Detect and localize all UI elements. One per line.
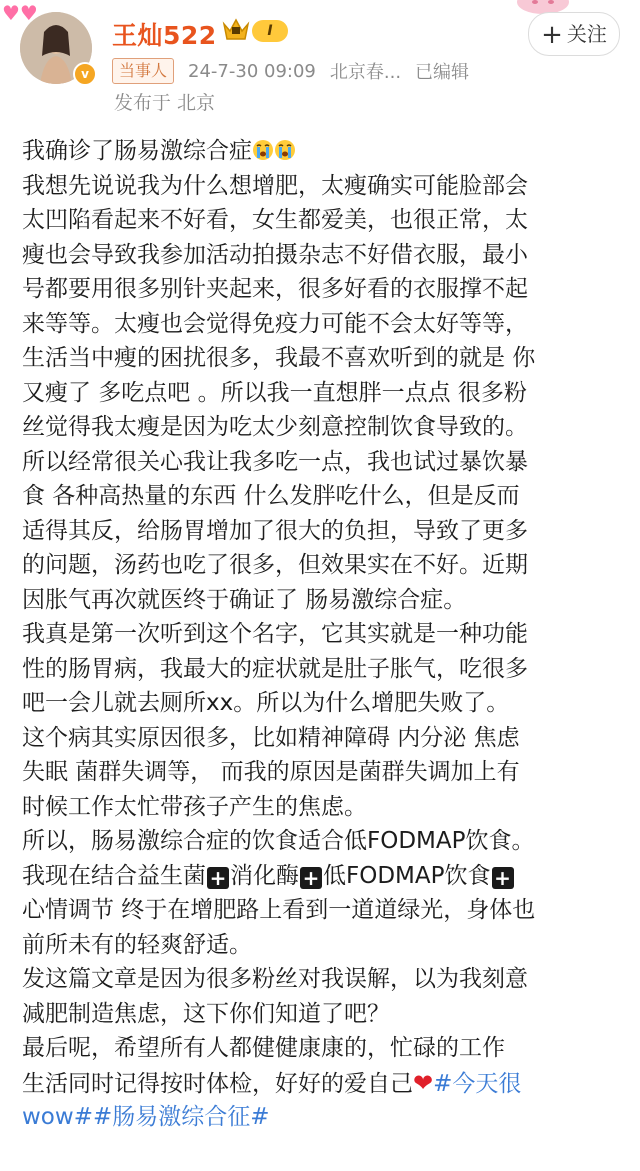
post-line: 又瘦了 多吃点吧 。所以我一直想胖一点点 很多粉 [22,379,527,406]
hashtag-link[interactable]: wow##肠易激综合征# [22,1104,270,1130]
post-line: 我想先说说我为什么想增肥，太瘦确实可能脸部会 [22,172,528,199]
post-source[interactable]: 北京春... [329,62,402,83]
follow-button[interactable] [528,12,620,56]
post-header [0,0,640,125]
post-line: 我真是第一次听到这个名字，它其实就是一种功能 [22,621,528,647]
post-line: 适得其反，给肠胃增加了很大的负担，导致了更多 [22,517,528,544]
post-line: 时候工作太忙带孩子产生的焦虑。 [22,793,367,820]
post-line: 我现在结合益生菌 + 消化酶 + 低FODMAP饮食 + [22,859,622,894]
plus-emoji-icon: + [207,867,229,889]
post-line: 的问题，汤药也吃了很多，但效果实在不好。近期 [22,552,528,578]
meta-row [112,58,483,84]
party-tag: 当事人 [112,58,174,84]
post-line: 心情调节 终于在增肥路上看到一道道绿光，身体也 [22,897,536,923]
hashtag-link[interactable]: #今天很 [433,1070,522,1097]
post-line: 食 各种高热量的东西 什么发胖吃什么，但是反而 [22,483,520,509]
post-line: 前所未有的轻爽舒适。 [22,931,252,958]
red-heart-icon: ❤ [413,1068,434,1097]
post-line: 号都要用很多别针夹起来，很多好看的衣服撑不起 [22,276,528,302]
verified-badge-icon: v [73,62,97,86]
post-line: 减肥制造焦虑，这下你们知道了吧？ [22,1000,390,1027]
post-line: 太凹陷看起来不好看，女生都爱美，也很正常，太 [22,207,528,233]
username[interactable]: 王灿522 [112,21,217,50]
heart-decoration-icon: ♥♥ [2,1,38,25]
post-content [22,134,622,1135]
plus-emoji-icon: + [492,867,514,889]
plus-icon: + [541,20,563,50]
post-location: 发布于 北京 [114,92,216,114]
edited-label[interactable]: 已编辑 [415,62,470,83]
post-line: 所以经常很关心我让我多吃一点，我也试过暴饮暴 [22,448,528,475]
follow-label: 关注 [566,22,607,46]
post-line: 因胀气再次就医终于确证了 肠易激综合症。 [22,586,467,613]
post-line: 吧一会儿就去厕所xx。所以为什么增肥失败了。 [22,690,510,716]
post-line: 所以，肠易激综合症的饮食适合低FODMAP饮食。 [22,828,535,854]
crying-face-icon [252,139,274,161]
crying-face-icon [274,139,296,161]
crown-icon [221,14,251,44]
post-line: 最后呢，希望所有人都健健康康的，忙碌的工作 [22,1035,505,1061]
post-line [22,1100,622,1135]
post-line: 生活同时记得按时体检，好好的爱自己❤#今天很 [22,1068,522,1097]
post-line: 丝觉得我太瘦是因为吃太少刻意控制饮食导致的。 [22,414,528,440]
post-line: 性的肠胃病，我最大的症状就是肚子胀气，吃很多 [22,655,528,682]
post-line: 这个病其实原因很多，比如精神障碍 内分泌 焦虑 [22,724,520,751]
post-line: 我确诊了肠易激综合症 [22,134,622,169]
plus-emoji-icon: + [300,867,322,889]
post-time: 24-7-30 09:09 [188,60,316,82]
post-line: 来等等。太瘦也会觉得免疫力可能不会太好等等， [22,310,528,337]
post-line: 失眠 菌群失调等， 而我的原因是菌群失调加上有 [22,759,520,785]
level-badge: I [252,20,288,42]
post-line: 发这篇文章是因为很多粉丝对我误解，以为我刻意 [22,966,528,992]
post-line: 瘦也会导致我参加活动拍摄杂志不好借衣服，最小 [22,241,528,268]
post-line: 生活当中瘦的困扰很多，我最不喜欢听到的就是 你 [22,345,536,371]
